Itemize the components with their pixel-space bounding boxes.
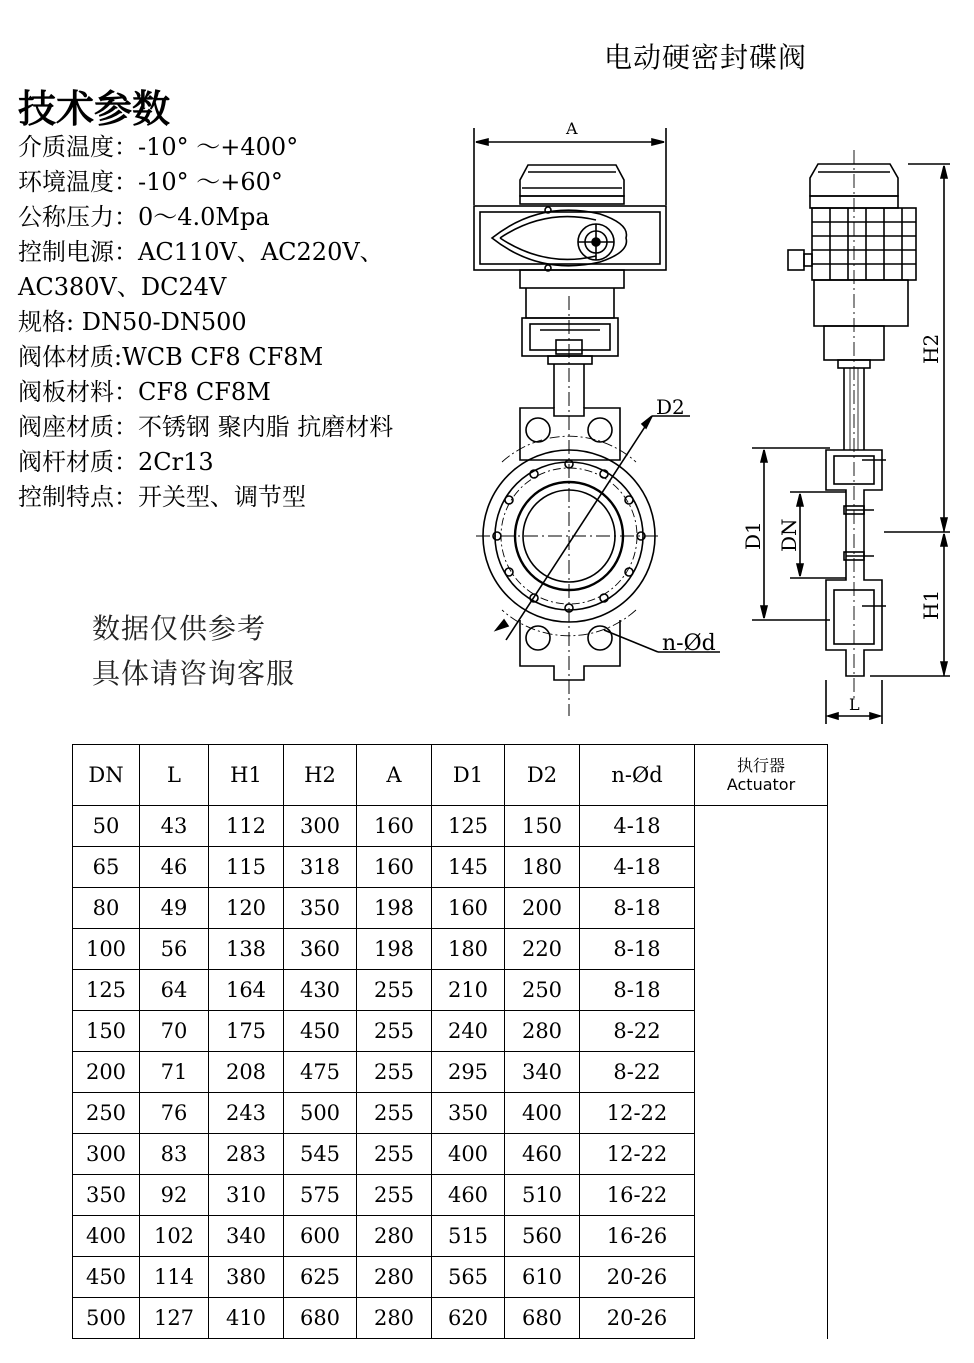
table-cell: 4-18	[580, 847, 695, 888]
table-cell: 545	[284, 1134, 357, 1175]
actuator-cell	[695, 1216, 828, 1257]
spec-item: 阀体材质:WCB CF8 CF8M	[18, 343, 324, 371]
table-row	[73, 1011, 828, 1052]
table-cell: 160	[357, 847, 432, 888]
actuator-header-en: Actuator	[726, 775, 796, 794]
table-cell: 460	[505, 1134, 580, 1175]
table-cell: 340	[209, 1216, 284, 1257]
spec-item: 控制电源：AC110V、AC220V、	[18, 238, 384, 266]
spec-item: 介质温度：-10° ～+400°	[18, 133, 299, 161]
spec-item: 公称压力：0～4.0Mpa	[18, 203, 270, 231]
table-cell: 515	[432, 1216, 505, 1257]
actuator-cell	[695, 929, 828, 970]
table-cell: 208	[209, 1052, 284, 1093]
table-row	[73, 1052, 828, 1093]
table-cell: 310	[209, 1175, 284, 1216]
spec-table	[72, 744, 828, 1339]
col-header: L	[140, 745, 209, 806]
table-cell: 280	[357, 1257, 432, 1298]
table-cell: 300	[73, 1134, 140, 1175]
table-cell: 8-22	[580, 1052, 695, 1093]
spec-item: 控制特点：开关型、调节型	[18, 483, 306, 511]
table-cell: 400	[432, 1134, 505, 1175]
spec-item: 阀板材料：CF8 CF8M	[18, 378, 271, 406]
table-cell: 114	[140, 1257, 209, 1298]
table-cell: 410	[209, 1298, 284, 1339]
table-cell: 43	[140, 806, 209, 847]
table-cell: 65	[73, 847, 140, 888]
col-header: D2	[505, 745, 580, 806]
spec-item: 规格: DN50-DN500	[18, 308, 247, 336]
table-cell: 20-26	[580, 1298, 695, 1339]
table-cell: 50	[73, 806, 140, 847]
table-cell: 680	[284, 1298, 357, 1339]
col-header: H2	[284, 745, 357, 806]
table-cell: 125	[73, 970, 140, 1011]
table-cell: 80	[73, 888, 140, 929]
table-cell: 46	[140, 847, 209, 888]
table-cell: 16-26	[580, 1216, 695, 1257]
table-cell: 175	[209, 1011, 284, 1052]
table-cell: 4-18	[580, 806, 695, 847]
table-cell: 255	[357, 1134, 432, 1175]
table-cell: 460	[432, 1175, 505, 1216]
table-cell: 8-18	[580, 970, 695, 1011]
table-cell: 255	[357, 1011, 432, 1052]
label-h1: H1	[919, 589, 943, 620]
table-cell: 350	[284, 888, 357, 929]
table-cell: 295	[432, 1052, 505, 1093]
spec-item: 阀座材质：不锈钢 聚内脂 抗磨材料	[18, 413, 394, 441]
page-title: 电动硬密封碟阀	[604, 41, 808, 74]
table-row	[73, 1175, 828, 1216]
label-a: A	[566, 119, 578, 138]
table-cell: 565	[432, 1257, 505, 1298]
spec-item: 环境温度：-10° ～+60°	[18, 168, 283, 196]
col-header: D1	[432, 745, 505, 806]
col-header: A	[357, 745, 432, 806]
table-row	[73, 1134, 828, 1175]
note-line: 数据仅供参考	[92, 612, 267, 645]
label-h2: H2	[919, 333, 943, 364]
col-header: H1	[209, 745, 284, 806]
table-cell: 300	[284, 806, 357, 847]
table-row	[73, 888, 828, 929]
table-cell: 180	[432, 929, 505, 970]
table-row	[73, 806, 828, 847]
table-cell: 198	[357, 888, 432, 929]
table-cell: 430	[284, 970, 357, 1011]
actuator-cell	[695, 1093, 828, 1134]
table-row	[73, 1298, 828, 1339]
table-cell: 145	[432, 847, 505, 888]
table-cell: 350	[73, 1175, 140, 1216]
actuator-cell	[695, 1257, 828, 1298]
table-cell: 318	[284, 847, 357, 888]
table-cell: 12-22	[580, 1093, 695, 1134]
col-header: n-Ød	[580, 745, 695, 806]
table-row	[73, 1093, 828, 1134]
table-cell: 150	[505, 806, 580, 847]
table-cell: 255	[357, 1175, 432, 1216]
table-row	[73, 970, 828, 1011]
table-cell: 180	[505, 847, 580, 888]
table-cell: 71	[140, 1052, 209, 1093]
actuator-cell	[695, 1052, 828, 1093]
table-row	[73, 1216, 828, 1257]
label-d2: D2	[656, 395, 685, 419]
table-cell: 255	[357, 1093, 432, 1134]
table-cell: 20-26	[580, 1257, 695, 1298]
table-cell: 475	[284, 1052, 357, 1093]
table-cell: 600	[284, 1216, 357, 1257]
table-cell: 610	[505, 1257, 580, 1298]
table-row	[73, 1257, 828, 1298]
table-cell: 164	[209, 970, 284, 1011]
table-cell: 620	[432, 1298, 505, 1339]
table-cell: 210	[432, 970, 505, 1011]
table-cell: 160	[432, 888, 505, 929]
table-cell: 283	[209, 1134, 284, 1175]
actuator-front	[474, 165, 666, 716]
table-cell: 450	[73, 1257, 140, 1298]
table-cell: 125	[432, 806, 505, 847]
actuator-cell	[695, 1298, 828, 1339]
table-cell: 280	[357, 1298, 432, 1339]
actuator-cell	[695, 806, 828, 847]
table-cell: 243	[209, 1093, 284, 1134]
table-cell: 112	[209, 806, 284, 847]
table-cell: 380	[209, 1257, 284, 1298]
valve-body-front	[476, 395, 720, 680]
table-cell: 500	[284, 1093, 357, 1134]
table-cell: 100	[73, 929, 140, 970]
table-cell: 16-22	[580, 1175, 695, 1216]
actuator-cell	[695, 1134, 828, 1175]
spec-heading: 技术参数	[18, 87, 171, 131]
table-cell: 680	[505, 1298, 580, 1339]
table-cell: 200	[505, 888, 580, 929]
table-cell: 255	[357, 1052, 432, 1093]
valve-side-view	[741, 150, 950, 724]
table-cell: 12-22	[580, 1134, 695, 1175]
table-cell: 160	[357, 806, 432, 847]
table-row	[73, 929, 828, 970]
table-cell: 200	[73, 1052, 140, 1093]
table-cell: 56	[140, 929, 209, 970]
table-cell: 120	[209, 888, 284, 929]
table-cell: 220	[505, 929, 580, 970]
table-cell: 138	[209, 929, 284, 970]
actuator-cell	[695, 1175, 828, 1216]
table-cell: 102	[140, 1216, 209, 1257]
table-cell: 560	[505, 1216, 580, 1257]
table-cell: 450	[284, 1011, 357, 1052]
table-cell: 400	[505, 1093, 580, 1134]
dimension-a	[474, 119, 666, 205]
table-cell: 198	[357, 929, 432, 970]
table-cell: 255	[357, 970, 432, 1011]
table-cell: 400	[73, 1216, 140, 1257]
table-cell: 8-18	[580, 888, 695, 929]
actuator-cell	[695, 847, 828, 888]
label-dn: DN	[777, 518, 801, 552]
label-l: L	[849, 695, 860, 714]
table-cell: 92	[140, 1175, 209, 1216]
table-cell: 340	[505, 1052, 580, 1093]
spec-item: 阀杆材质：2Cr13	[18, 448, 214, 476]
table-cell: 83	[140, 1134, 209, 1175]
table-cell: 510	[505, 1175, 580, 1216]
actuator-header-cn: 执行器	[736, 756, 785, 775]
label-n-od: n-Ød	[662, 631, 716, 656]
table-cell: 360	[284, 929, 357, 970]
table-cell: 8-18	[580, 929, 695, 970]
table-row	[73, 847, 828, 888]
label-d1: D1	[741, 521, 765, 550]
table-cell: 250	[505, 970, 580, 1011]
table-cell: 8-22	[580, 1011, 695, 1052]
table-cell: 240	[432, 1011, 505, 1052]
table-cell: 150	[73, 1011, 140, 1052]
table-header-row	[73, 745, 828, 806]
spec-item: AC380V、DC24V	[18, 273, 227, 301]
table-cell: 64	[140, 970, 209, 1011]
actuator-cell	[695, 888, 828, 929]
actuator-cell	[695, 1011, 828, 1052]
table-cell: 76	[140, 1093, 209, 1134]
table-cell: 49	[140, 888, 209, 929]
table-cell: 280	[357, 1216, 432, 1257]
table-cell: 250	[73, 1093, 140, 1134]
actuator-header	[695, 745, 828, 806]
table-cell: 115	[209, 847, 284, 888]
col-header: DN	[73, 745, 140, 806]
note-line: 具体请咨询客服	[92, 657, 296, 690]
actuator-cell	[695, 970, 828, 1011]
table-cell: 70	[140, 1011, 209, 1052]
table-cell: 625	[284, 1257, 357, 1298]
table-cell: 280	[505, 1011, 580, 1052]
table-cell: 500	[73, 1298, 140, 1339]
table-cell: 127	[140, 1298, 209, 1339]
table-cell: 350	[432, 1093, 505, 1134]
table-cell: 575	[284, 1175, 357, 1216]
